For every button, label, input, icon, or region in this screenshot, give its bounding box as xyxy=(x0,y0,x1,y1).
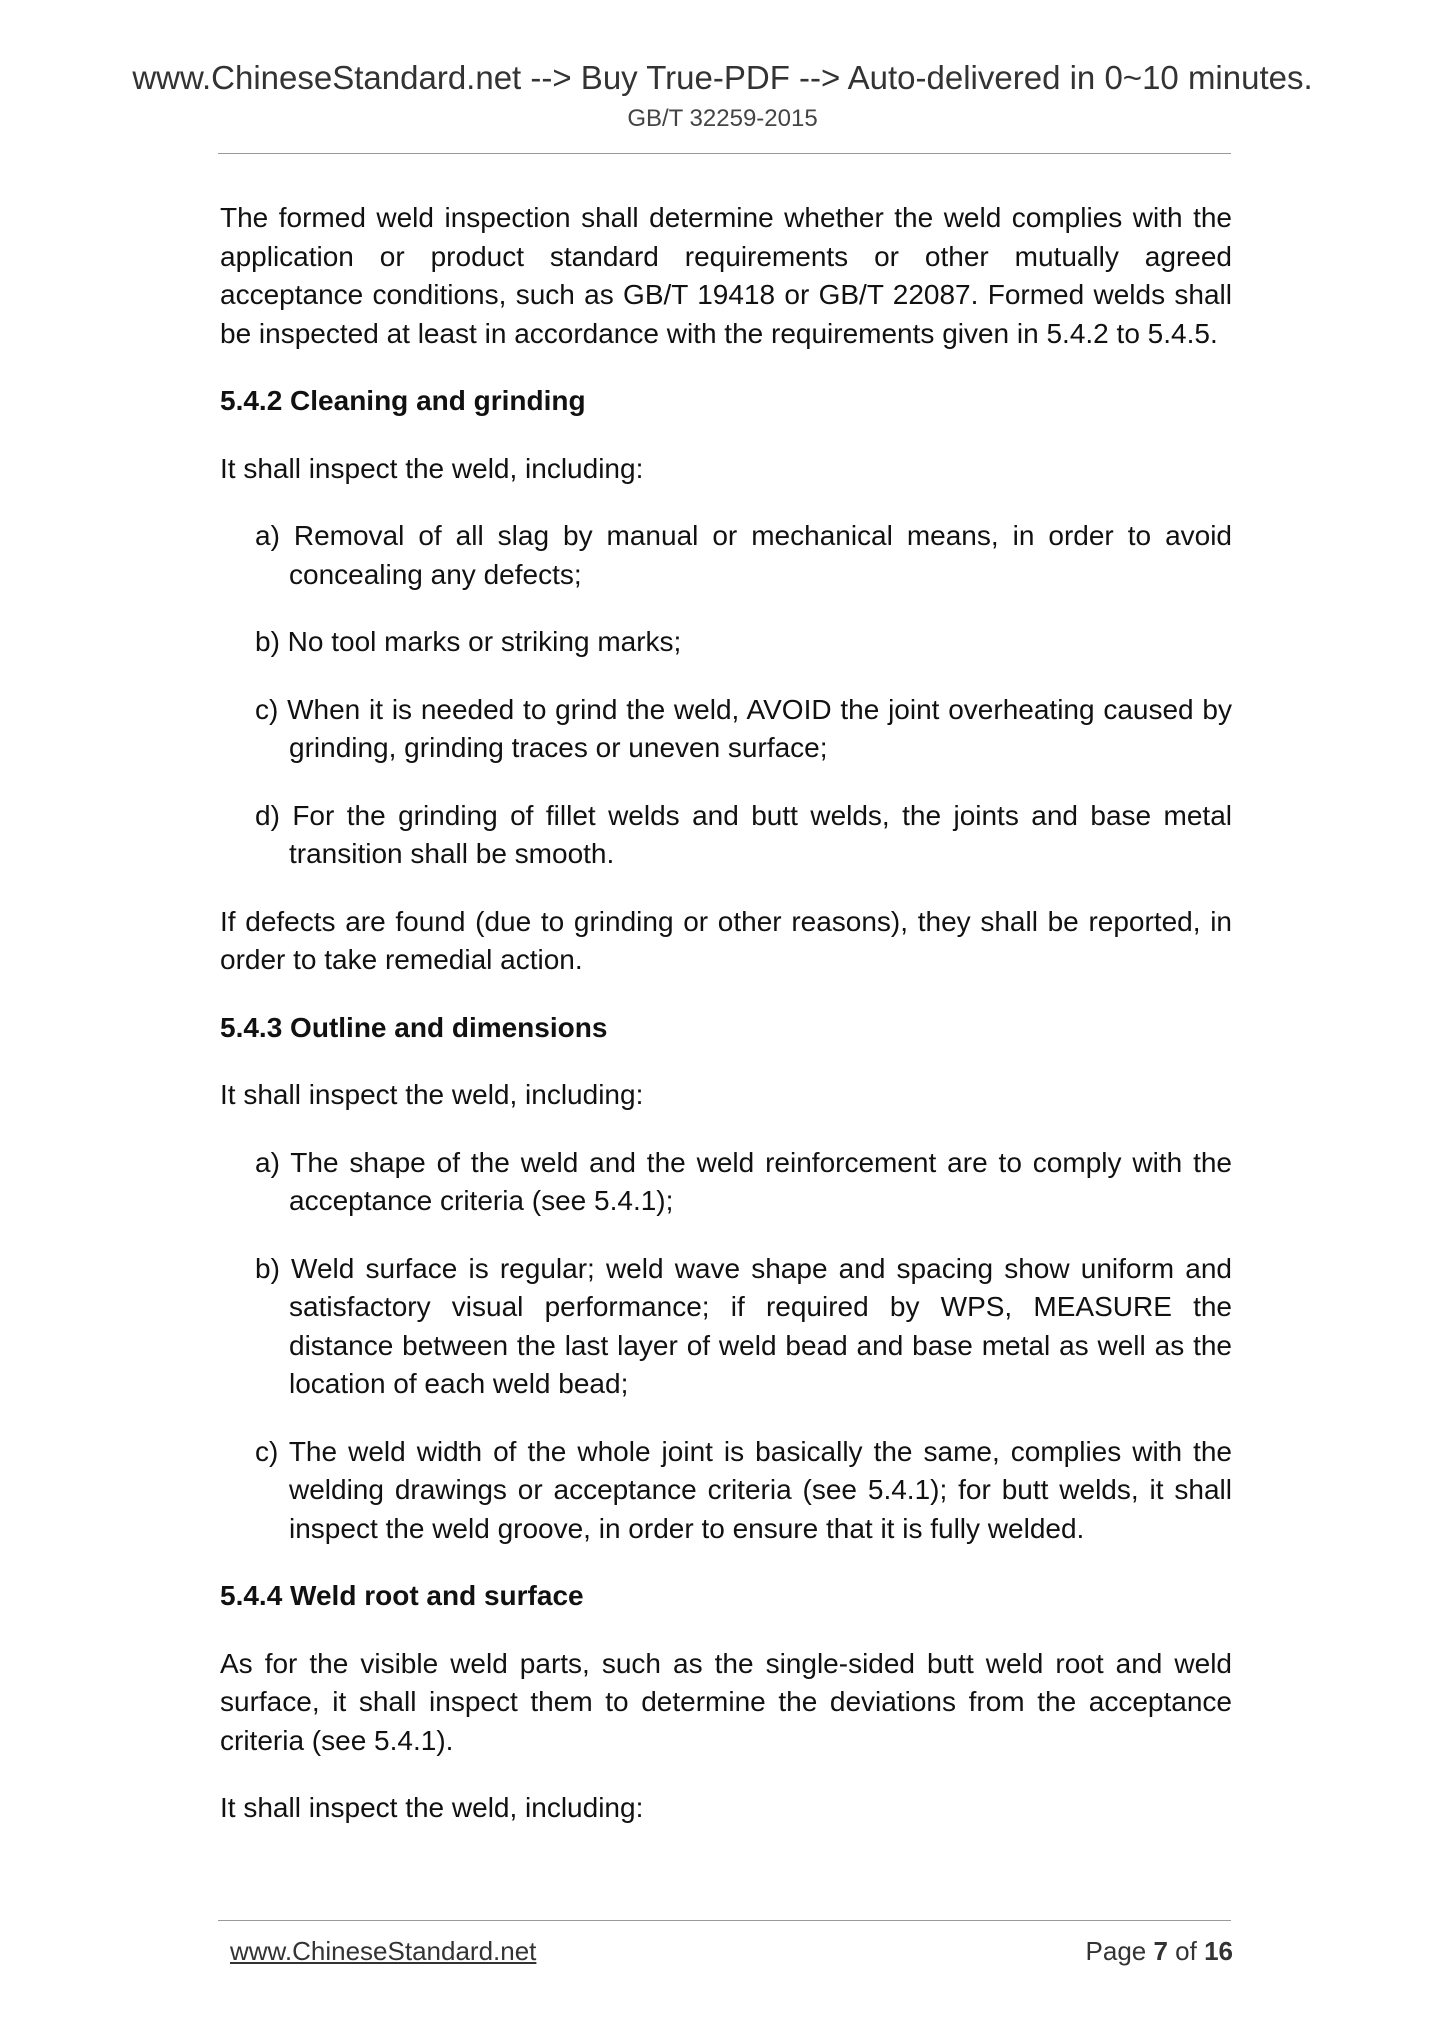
page-prefix: Page xyxy=(1085,1936,1154,1966)
section-heading-5-4-2: 5.4.2 Cleaning and grinding xyxy=(220,385,586,416)
list-item: c) The weld width of the whole joint is basically the same, complies with the welding drawings or acceptance criteria (see 5.4.1); for butt welds, it shall inspect the weld groove, in order to ensure that it is fully welded. xyxy=(255,1435,1232,1544)
section-paragraph: As for the visible weld parts, such as the single-sided butt weld root and weld surface, it shall inspect them to determine the deviations from the acceptance criteria (see 5.4.1). xyxy=(220,1647,1232,1756)
list-item: b) Weld surface is regular; weld wave shape and spacing show uniform and satisfactory visual performance; if required by WPS, MEASURE the distance between the last layer of weld bead and base metal as well as the location of each weld bead; xyxy=(255,1252,1232,1399)
section-heading-5-4-4: 5.4.4 Weld root and surface xyxy=(220,1580,584,1611)
section-heading-5-4-3: 5.4.3 Outline and dimensions xyxy=(220,1011,608,1043)
page-of: of xyxy=(1167,1936,1205,1966)
list-item: b) No tool marks or striking marks; xyxy=(255,626,682,657)
intro-paragraph: The formed weld inspection shall determine whether the weld complies with the application or product standard requirements or other mutually agreed acceptance conditions, such as GB/T 19418 or GB/T 22087. Formed welds shall be inspected at least in accordance with the requirements given in 5.4.2 to 5.4.5. xyxy=(220,202,1232,349)
list-item: d) For the grinding of fillet welds and butt welds, the joints and base metal transition shall be smooth. xyxy=(255,799,1232,869)
section-lead: It shall inspect the weld, including: xyxy=(220,1079,644,1110)
list-item: c) When it is needed to grind the weld, AVOID the joint overheating caused by grinding, grinding traces or uneven surface; xyxy=(255,693,1232,763)
page-number: 7 xyxy=(1153,1936,1168,1966)
list-item: a) Removal of all slag by manual or mechanical means, in order to avoid concealing any defects; xyxy=(255,520,1232,590)
section-lead: It shall inspect the weld, including: xyxy=(220,452,644,484)
header-banner: www.ChineseStandard.net --> Buy True-PDF --> Auto-delivered in 0~10 minutes. xyxy=(132,59,1313,96)
footer-website-link[interactable]: www.ChineseStandard.net xyxy=(230,1936,537,1966)
page-content xyxy=(220,199,1232,1857)
section-lead: It shall inspect the weld, including: xyxy=(220,1792,644,1823)
section-closing-paragraph: If defects are found (due to grinding or other reasons), they shall be reported, in order to take remedial action. xyxy=(220,905,1232,975)
header-divider xyxy=(218,153,1231,154)
page-indicator xyxy=(1086,1935,1233,1967)
list-item: a) The shape of the weld and the weld reinforcement are to comply with the acceptance criteria (see 5.4.1); xyxy=(255,1146,1232,1216)
page-total: 16 xyxy=(1204,1936,1233,1966)
footer-divider xyxy=(218,1920,1231,1921)
document-code: GB/T 32259-2015 xyxy=(627,105,818,132)
